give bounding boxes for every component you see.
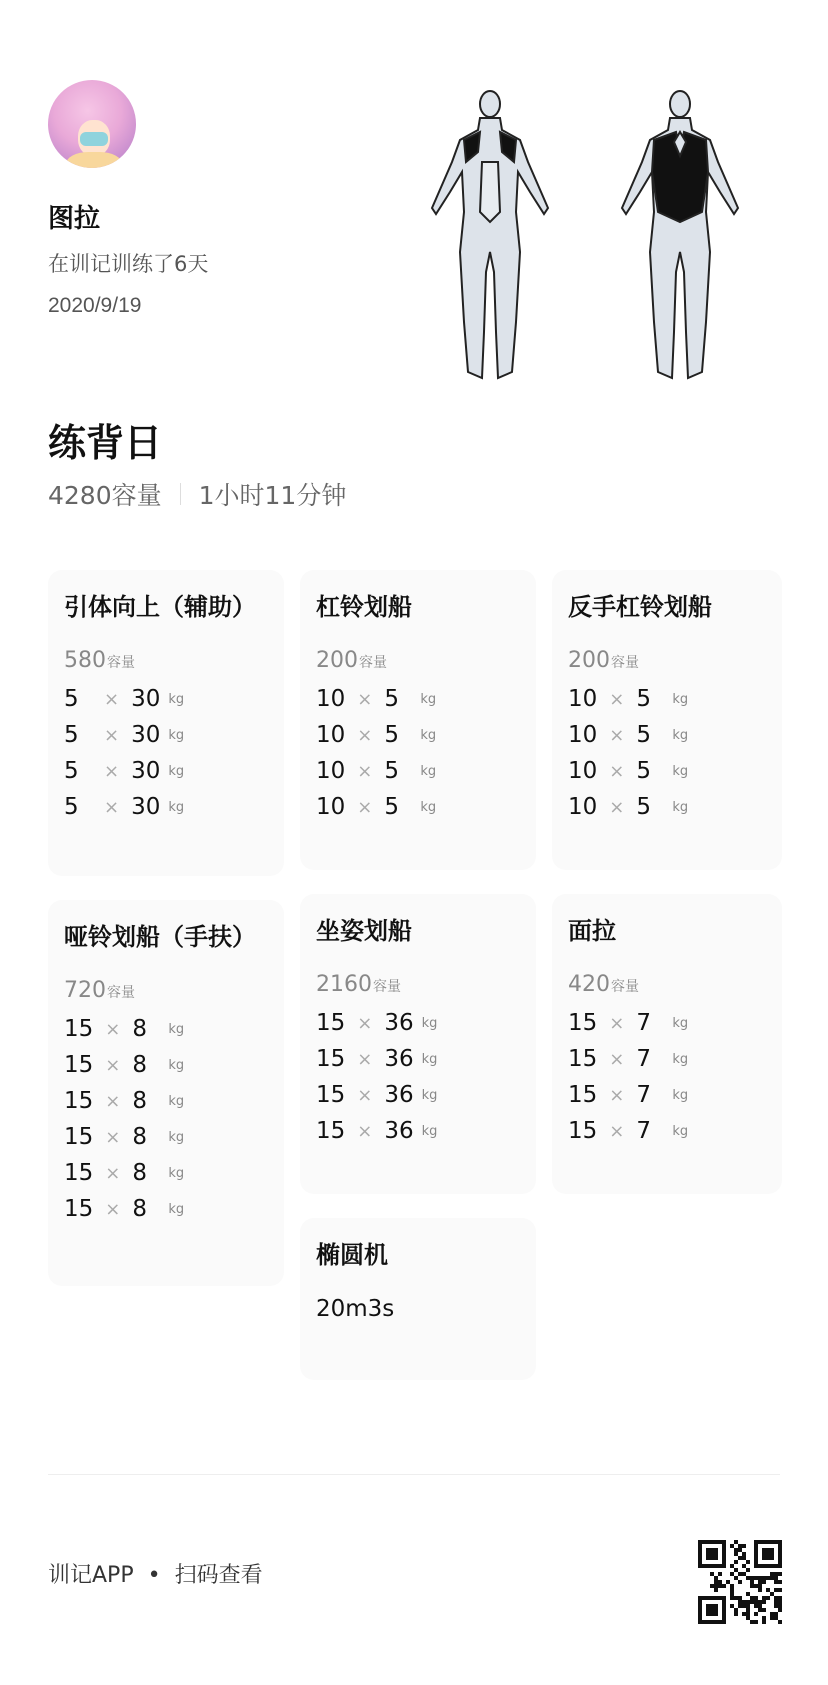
weight-unit: kg [421,1087,438,1103]
set-reps: 15 [316,1082,346,1108]
times-sign: × [357,760,373,782]
times-sign: × [104,760,120,782]
set-reps: 15 [64,1052,94,1078]
times-sign: × [105,1090,121,1112]
set-row [64,1191,268,1227]
set-row [64,681,268,717]
set-reps: 15 [568,1010,598,1036]
set-reps: 15 [316,1010,346,1036]
times-sign: × [104,688,120,710]
weight-unit: kg [168,727,185,743]
weight-unit: kg [168,1165,185,1181]
weight-unit: kg [672,799,689,815]
times-sign: × [105,1198,121,1220]
set-reps: 10 [316,722,346,748]
exercise-card[interactable] [300,1218,536,1380]
set-weight: 8 [132,1052,148,1078]
set-weight: 5 [636,758,652,784]
times-sign: × [104,796,120,818]
times-sign: × [357,1084,373,1106]
set-weight: 7 [636,1010,652,1036]
volume-unit: 容量 [359,655,387,671]
set-weight: 8 [132,1124,148,1150]
front-body-icon [432,91,548,378]
set-weight: 36 [384,1118,414,1144]
times-sign: × [609,760,625,782]
set-list [64,1011,268,1227]
set-row [316,789,520,825]
exercise-name: 哑铃划船（手扶） [64,923,256,951]
set-reps: 15 [64,1160,94,1186]
weight-unit: kg [168,799,185,815]
user-name: 图拉 [48,204,101,234]
set-reps: 10 [568,686,598,712]
times-sign: × [357,1048,373,1070]
set-reps: 15 [568,1118,598,1144]
exercise-volume [568,648,766,673]
times-sign: × [357,688,373,710]
weight-unit: kg [168,1201,185,1217]
volume-value: 2160 [316,972,372,997]
volume-value: 580 [64,648,106,673]
weight-unit: kg [168,763,185,779]
set-row [568,681,766,717]
set-reps: 10 [316,758,346,784]
set-weight: 8 [132,1016,148,1042]
set-weight: 36 [384,1046,414,1072]
footer-dot: • [147,1563,161,1588]
volume-unit: 容量 [611,655,639,671]
exercise-card[interactable] [552,570,782,870]
training-days: 在训记训练了6天 [48,252,209,276]
set-weight: 7 [636,1118,652,1144]
weight-unit: kg [421,1051,438,1067]
qr-code-icon[interactable] [698,1540,782,1624]
set-reps: 10 [568,722,598,748]
exercise-name: 杠铃划船 [316,593,412,621]
total-duration: 1小时11分钟 [198,481,347,510]
exercise-volume [64,978,268,1003]
exercise-name: 反手杠铃划船 [568,593,712,621]
set-weight: 5 [636,686,652,712]
set-reps: 15 [64,1016,94,1042]
exercise-name: 面拉 [568,917,616,945]
weight-unit: kg [672,727,689,743]
exercise-duration: 20m3s [316,1296,395,1322]
set-reps: 10 [568,794,598,820]
exercise-card[interactable] [300,894,536,1194]
footer-divider [48,1474,780,1475]
volume-unit: 容量 [107,985,135,1001]
weight-unit: kg [168,1057,185,1073]
set-weight: 5 [636,722,652,748]
times-sign: × [609,688,625,710]
set-row [64,753,268,789]
weight-unit: kg [672,1051,689,1067]
set-list [568,681,766,825]
set-weight: 7 [636,1046,652,1072]
set-weight: 5 [384,686,400,712]
workout-date: 2020/9/19 [48,294,142,317]
set-row [316,681,520,717]
scan-hint: 扫码查看 [174,1563,263,1588]
weight-unit: kg [420,763,437,779]
set-weight: 8 [132,1160,148,1186]
weight-unit: kg [168,1129,185,1145]
exercise-name: 引体向上（辅助） [64,593,256,621]
set-row [568,1005,766,1041]
set-row [316,1113,520,1149]
workout-stats [48,476,346,512]
set-reps: 5 [64,686,79,712]
set-weight: 5 [636,794,652,820]
times-sign: × [357,1012,373,1034]
set-row [64,1083,268,1119]
set-reps: 10 [316,686,346,712]
set-weight: 5 [384,758,400,784]
set-row [316,753,520,789]
set-row [568,789,766,825]
times-sign: × [357,1120,373,1142]
set-weight: 7 [636,1082,652,1108]
set-weight: 8 [132,1088,148,1114]
set-row [64,789,268,825]
set-row [568,1077,766,1113]
footer-label [48,1558,263,1589]
exercise-volume [64,648,268,673]
times-sign: × [609,1120,625,1142]
times-sign: × [105,1054,121,1076]
set-row [568,1041,766,1077]
set-reps: 15 [64,1088,94,1114]
back-body-icon [622,91,738,378]
weight-unit: kg [420,727,437,743]
exercise-card[interactable] [48,570,284,876]
set-row [64,717,268,753]
times-sign: × [104,724,120,746]
set-reps: 15 [316,1118,346,1144]
exercise-card[interactable] [48,900,284,1286]
set-reps: 15 [568,1082,598,1108]
times-sign: × [609,1084,625,1106]
set-reps: 15 [64,1196,94,1222]
exercise-volume [316,972,520,997]
set-weight: 8 [132,1196,148,1222]
set-weight: 30 [131,686,161,712]
set-row [568,717,766,753]
muscle-map-icon [420,82,780,382]
weight-unit: kg [672,691,689,707]
weight-unit: kg [168,1093,185,1109]
times-sign: × [105,1126,121,1148]
set-weight: 36 [384,1010,414,1036]
stats-divider [180,483,181,505]
set-reps: 15 [64,1124,94,1150]
set-weight: 36 [384,1082,414,1108]
set-list [568,1005,766,1149]
set-reps: 10 [316,794,346,820]
set-reps: 5 [64,794,79,820]
set-row [316,717,520,753]
times-sign: × [609,1048,625,1070]
set-weight: 5 [384,794,400,820]
weight-unit: kg [168,1021,185,1037]
weight-unit: kg [672,1123,689,1139]
workout-title: 练背日 [48,421,163,465]
user-avatar [48,80,136,168]
set-weight: 30 [131,794,161,820]
volume-unit: 容量 [107,655,135,671]
set-row [316,1041,520,1077]
set-weight: 30 [131,722,161,748]
set-row [64,1119,268,1155]
volume-unit: 容量 [373,979,401,995]
weight-unit: kg [421,1015,438,1031]
set-list [64,681,268,825]
set-reps: 10 [568,758,598,784]
times-sign: × [609,796,625,818]
times-sign: × [357,796,373,818]
set-weight: 5 [384,722,400,748]
times-sign: × [609,1012,625,1034]
set-reps: 15 [316,1046,346,1072]
app-name: 训记APP [48,1563,134,1588]
exercise-card[interactable] [552,894,782,1194]
weight-unit: kg [420,799,437,815]
set-list [316,681,520,825]
times-sign: × [357,724,373,746]
set-reps: 5 [64,722,79,748]
volume-value: 200 [568,648,610,673]
weight-unit: kg [421,1123,438,1139]
set-reps: 5 [64,758,79,784]
set-row [64,1047,268,1083]
exercise-name: 椭圆机 [316,1241,388,1269]
volume-value: 720 [64,978,106,1003]
weight-unit: kg [672,1087,689,1103]
set-row [316,1077,520,1113]
total-volume: 4280容量 [48,481,162,510]
volume-value: 420 [568,972,610,997]
exercise-card[interactable] [300,570,536,870]
weight-unit: kg [672,763,689,779]
volume-unit: 容量 [611,979,639,995]
times-sign: × [609,724,625,746]
set-list [316,1005,520,1149]
weight-unit: kg [168,691,185,707]
set-row [64,1011,268,1047]
exercise-name: 坐姿划船 [316,917,412,945]
set-row [568,1113,766,1149]
times-sign: × [105,1162,121,1184]
set-row [64,1155,268,1191]
exercise-volume [316,648,520,673]
set-reps: 15 [568,1046,598,1072]
times-sign: × [105,1018,121,1040]
set-row [316,1005,520,1041]
weight-unit: kg [672,1015,689,1031]
exercise-volume [568,972,766,997]
set-row [568,753,766,789]
volume-value: 200 [316,648,358,673]
set-weight: 30 [131,758,161,784]
weight-unit: kg [420,691,437,707]
